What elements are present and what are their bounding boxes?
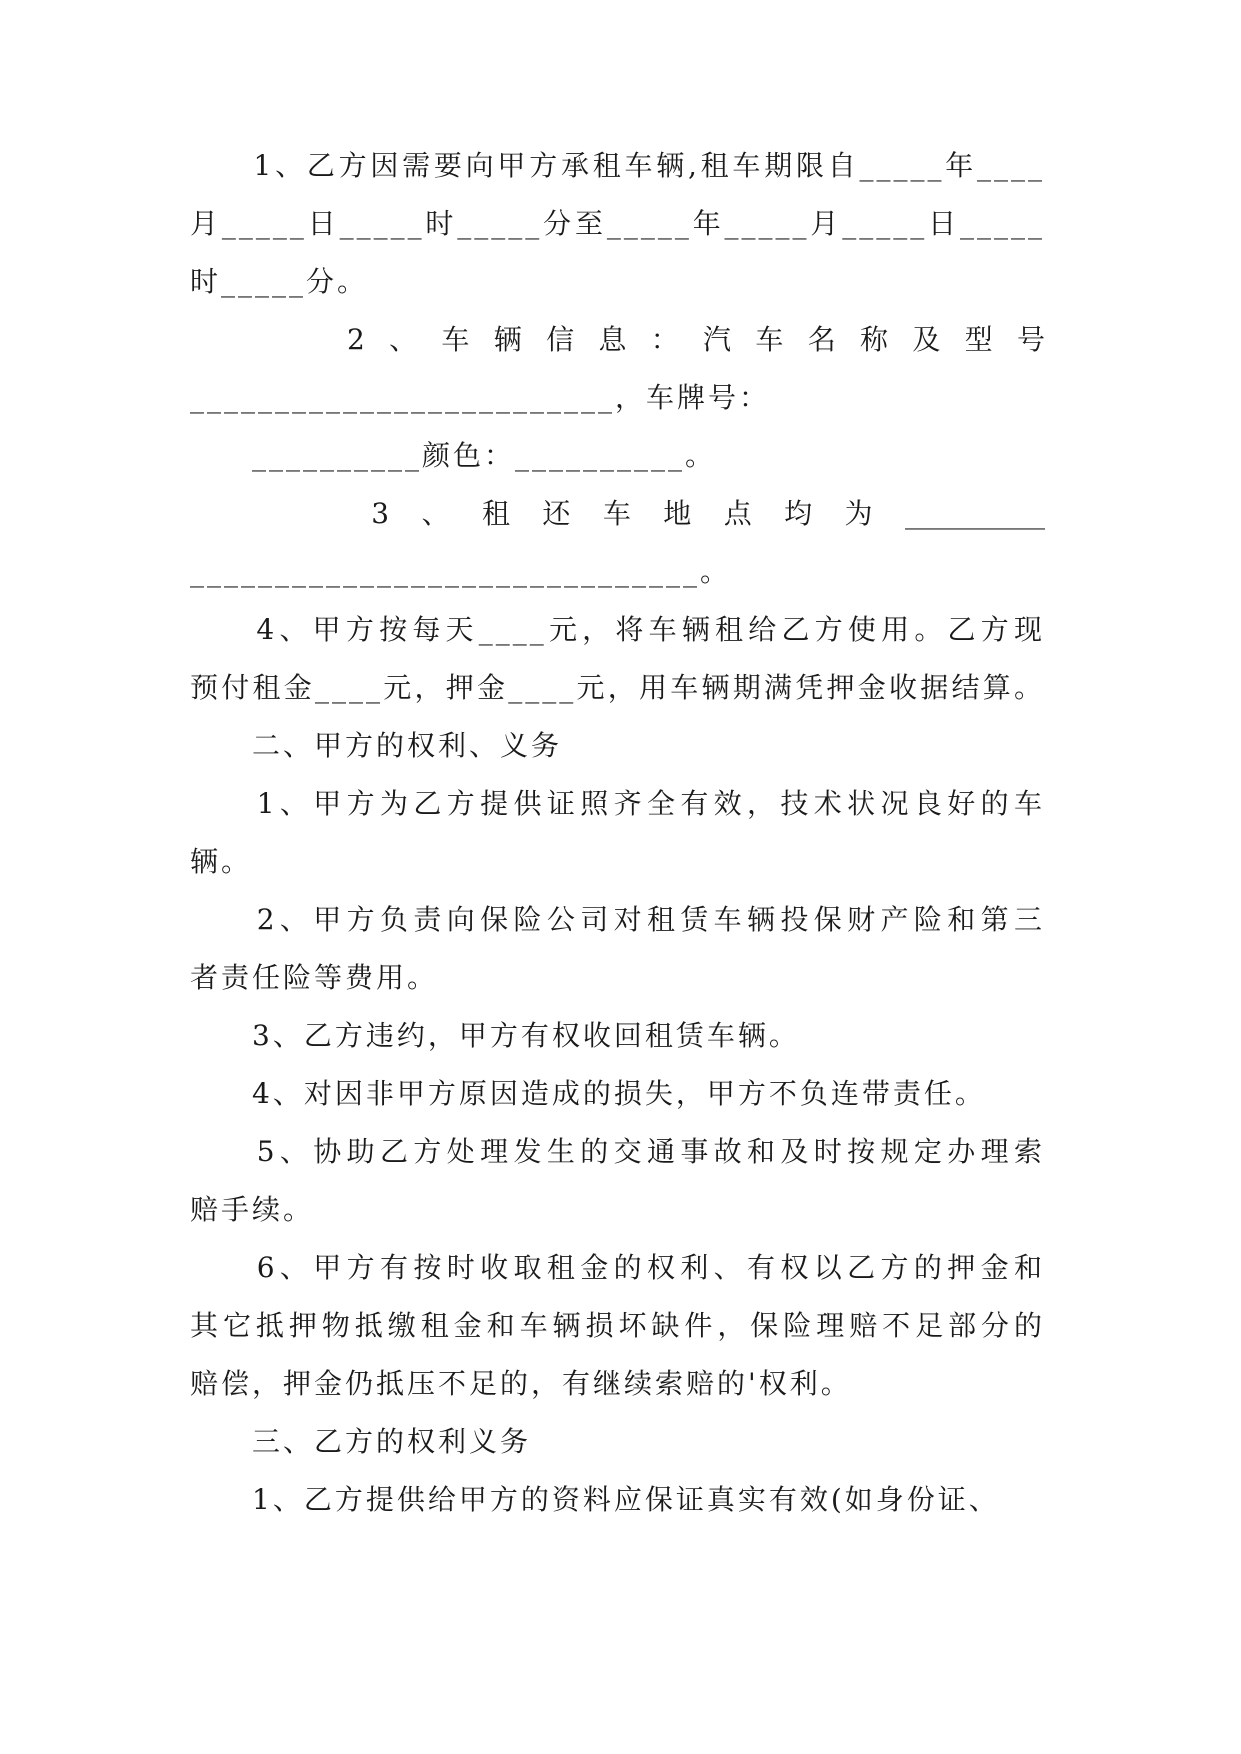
text-line-21: 其它抵押物抵缴租金和车辆损坏缺件，保险理赔不足部分的 bbox=[190, 1309, 1045, 1342]
text-line-13: 辆。 bbox=[190, 845, 253, 878]
text-line-9: 4、甲方按每天____元，将车辆租给乙方使用。乙方现 bbox=[190, 613, 1045, 646]
text-line-14: 2、甲方负责向保险公司对租赁车辆投保财产险和第三 bbox=[190, 903, 1045, 936]
text-line-18: 5、协助乙方处理发生的交通事故和及时按规定办理索 bbox=[190, 1135, 1045, 1168]
section-heading-2: 二、甲方的权利、义务 bbox=[190, 729, 563, 762]
text-line-4: 2、车辆信息：汽车名称及型号 bbox=[190, 323, 1045, 356]
text-line-7: 3、租还车地点均为__________ bbox=[190, 497, 1045, 530]
text-line-5: _________________________，车牌号： bbox=[190, 381, 771, 414]
text-line-6: __________颜色：__________。 bbox=[190, 439, 717, 472]
text-line-12: 1、甲方为乙方提供证照齐全有效，技术状况良好的车 bbox=[190, 787, 1045, 820]
text-line-22: 赔偿，押金仍抵压不足的，有继续索赔的'权利。 bbox=[190, 1367, 852, 1400]
text-line-1: 1、乙方因需要向甲方承租车辆,租车期限自_____年____ bbox=[190, 149, 1045, 182]
section-heading-3: 三、乙方的权利义务 bbox=[190, 1425, 532, 1458]
text-line-17: 4、对因非甲方原因造成的损失，甲方不负连带责任。 bbox=[190, 1077, 986, 1110]
text-line-24: 1、乙方提供给甲方的资料应保证真实有效(如身份证、 bbox=[190, 1483, 1000, 1516]
text-line-3: 时_____分。 bbox=[190, 265, 369, 298]
text-line-2: 月_____日_____时_____分至_____年_____月_____日_____ bbox=[190, 207, 1045, 240]
text-line-20: 6、甲方有按时收取租金的权利、有权以乙方的押金和 bbox=[190, 1251, 1045, 1284]
text-line-10: 预付租金____元，押金____元，用车辆期满凭押金收据结算。 bbox=[190, 671, 1045, 704]
text-line-16: 3、乙方违约，甲方有权收回租赁车辆。 bbox=[190, 1019, 800, 1052]
text-line-15: 者责任险等费用。 bbox=[190, 961, 439, 994]
text-line-8: ______________________________。 bbox=[190, 555, 732, 588]
text-line-19: 赔手续。 bbox=[190, 1193, 315, 1226]
